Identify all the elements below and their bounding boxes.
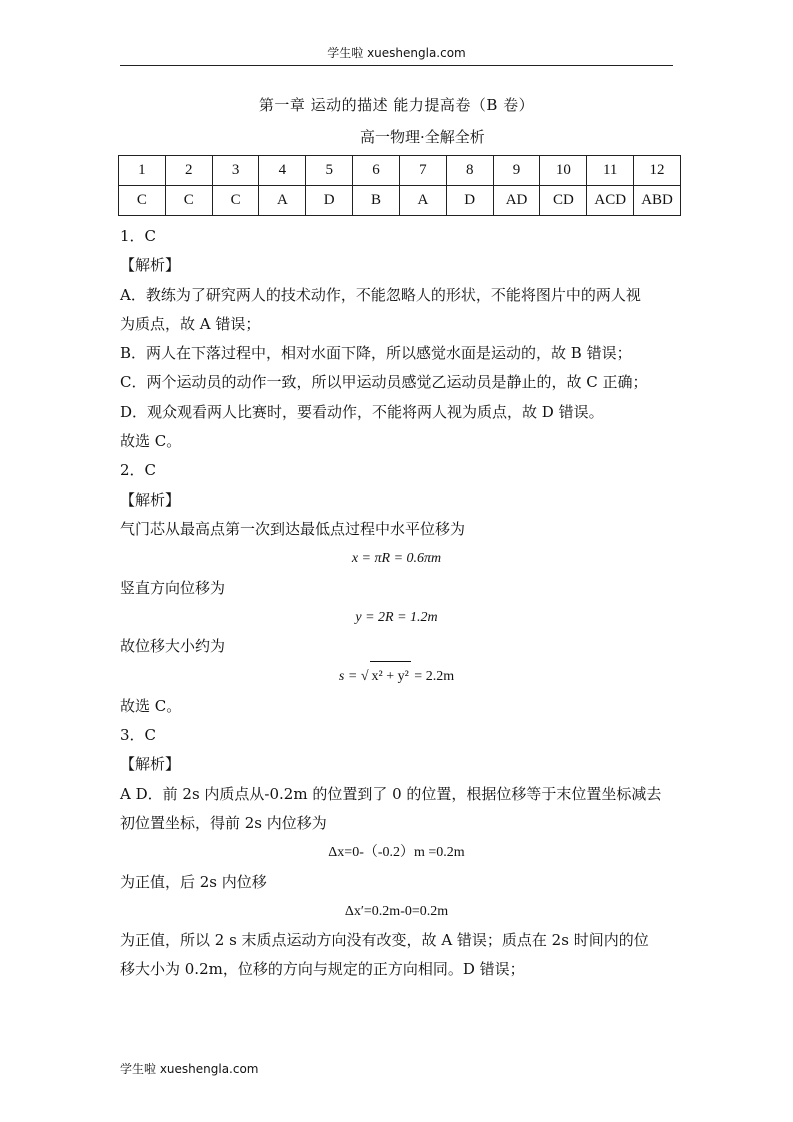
- text-line: D．观众观看两人比赛时，要看动作，不能将两人视为质点，故 D 错误。: [120, 402, 604, 421]
- answer-cell: C: [119, 186, 166, 216]
- question-number-cell: 9: [493, 156, 540, 186]
- text-line: 气门芯从最高点第一次到达最低点过程中水平位移为: [120, 519, 466, 538]
- equation-prefix: s =: [338, 669, 361, 685]
- question-number-cell: 8: [446, 156, 493, 186]
- answer-cell: ABD: [634, 186, 681, 216]
- question-number-cell: 7: [399, 156, 446, 186]
- conclusion-line: 故选 C。: [120, 432, 182, 451]
- text-line: A D．前 2s 内质点从-0.2m 的位置到了 0 的位置，根据位移等于末位置坐标减去: [120, 784, 662, 803]
- equation: Δx′=0.2m-0=0.2m: [344, 903, 449, 919]
- answer-cell: D: [446, 186, 493, 216]
- solution-body: [120, 222, 673, 985]
- equation-text: y = 2R = 1.2m: [355, 609, 438, 625]
- answer-cell: B: [353, 186, 400, 216]
- equation: [120, 603, 673, 632]
- equation: s = √ x² + y² = 2.2m: [120, 661, 673, 691]
- question-number-cell: 1: [119, 156, 166, 186]
- equation: [120, 544, 673, 573]
- text-line: 为正值，所以 2 s 末质点运动方向没有改变，故 A 错误；质点在 2s 时间内的位: [120, 931, 649, 950]
- page-footer: 学生啦 xueshengla.com: [120, 1062, 259, 1076]
- answer-cell: C: [212, 186, 259, 216]
- text-line: B．两人在下落过程中，相对水面下降，所以感觉水面是运动的，故 B 错误；: [120, 344, 632, 363]
- answer-cell: D: [306, 186, 353, 216]
- answer-table-number-row: [119, 156, 681, 186]
- analysis-heading: 【解析】: [120, 256, 181, 275]
- answer-cell: A: [399, 186, 446, 216]
- text-line: A．教练为了研究两人的技术动作，不能忽略人的形状，不能将图片中的两人视: [120, 285, 641, 304]
- page-header: 学生啦 xueshengla.com: [327, 46, 466, 60]
- answer-cell: C: [165, 186, 212, 216]
- equation-text: x = πR = 0.6πm: [351, 551, 442, 567]
- header-divider: [120, 65, 673, 66]
- document-subtitle: 高一物理·全解全析: [360, 128, 485, 146]
- text-line: 为质点，故 A 错误；: [120, 314, 261, 333]
- question-number-cell: 12: [634, 156, 681, 186]
- question-answer-line: 1．C: [120, 227, 157, 245]
- question-number-cell: 11: [587, 156, 634, 186]
- text-line: 初位置坐标，得前 2s 内位移为: [120, 813, 327, 832]
- text-line: C．两个运动员的动作一致，所以甲运动员感觉乙运动员是静止的，故 C 正确；: [120, 373, 648, 392]
- analysis-heading: 【解析】: [120, 490, 181, 509]
- conclusion-line: 故选 C。: [120, 696, 182, 715]
- question-number-cell: 2: [165, 156, 212, 186]
- question-number-cell: 6: [353, 156, 400, 186]
- answer-cell: AD: [493, 186, 540, 216]
- question-answer-line: 3．C: [120, 726, 157, 745]
- equation-suffix: = 2.2m: [410, 669, 455, 685]
- answer-cell: ACD: [587, 186, 634, 216]
- answer-table: [118, 155, 681, 216]
- answer-cell: A: [259, 186, 306, 216]
- question-number-cell: 3: [212, 156, 259, 186]
- document-title: 第一章 运动的描述 能力提高卷（B 卷）: [258, 96, 535, 114]
- question-number-cell: 5: [306, 156, 353, 186]
- text-line: 移大小为 0.2m，位移的方向与规定的正方向相同。D 错误；: [120, 960, 525, 979]
- question-number-cell: 10: [540, 156, 587, 186]
- text-line: 故位移大小约为: [120, 637, 226, 656]
- sqrt-radicand: x² + y²: [370, 661, 411, 691]
- answer-table-answer-row: [119, 186, 681, 216]
- question-number-cell: 4: [259, 156, 306, 186]
- text-line: 竖直方向位移为: [120, 578, 226, 597]
- text-line: 为正值，后 2s 内位移: [120, 872, 267, 891]
- analysis-heading: 【解析】: [120, 755, 181, 774]
- question-answer-line: 2．C: [120, 461, 157, 480]
- answer-cell: CD: [540, 186, 587, 216]
- equation: Δx=0-（-0.2）m =0.2m: [328, 845, 465, 861]
